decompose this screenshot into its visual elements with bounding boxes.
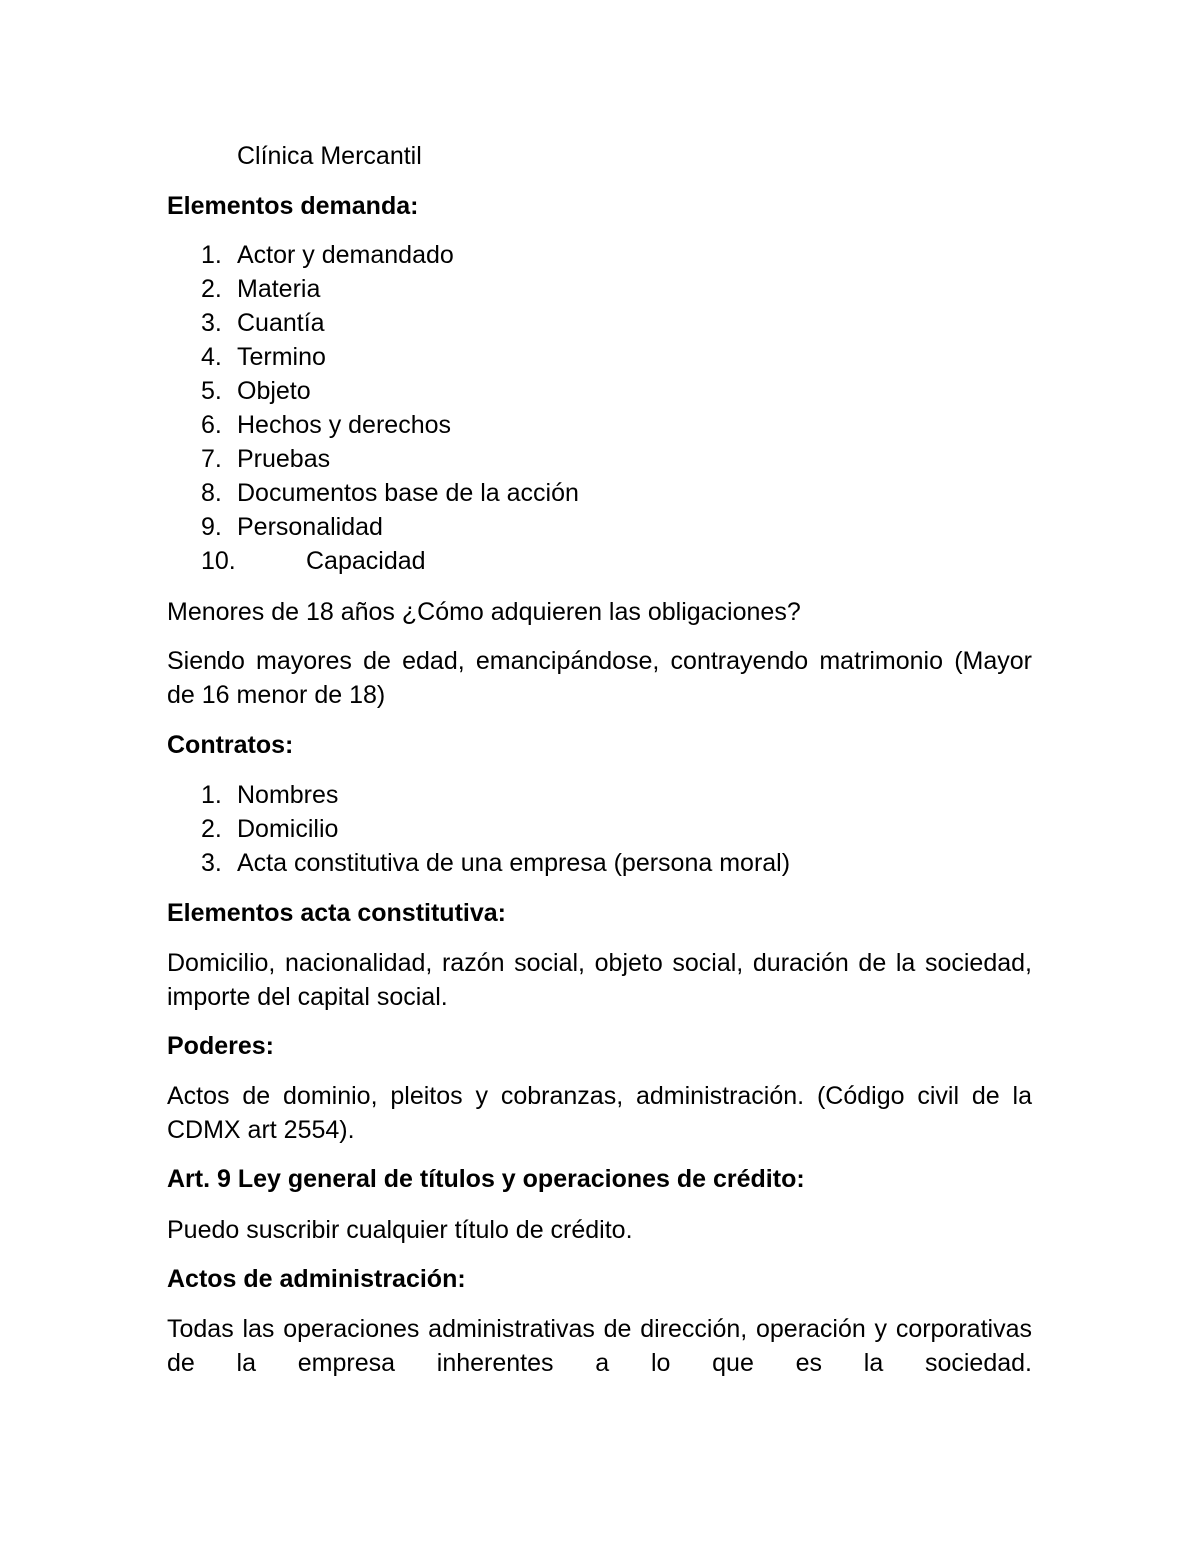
menores-answer: Siendo mayores de edad, emancipándose, contrayendo matrimonio (Mayor de 16 menor de 18): [167, 647, 1032, 709]
heading-art9: Art. 9 Ley general de títulos y operaciones de crédito:: [167, 1165, 805, 1193]
list-item: 7. Pruebas: [201, 445, 331, 473]
heading-contratos: Contratos:: [167, 731, 294, 759]
document-title: Clínica Mercantil: [237, 142, 422, 170]
heading-elementos-acta: Elementos acta constitutiva:: [167, 899, 506, 927]
list-item: 3. Cuantía: [201, 309, 325, 337]
list-item: 5. Objeto: [201, 377, 311, 405]
list-item: 10. Capacidad: [201, 547, 426, 575]
list-item: 1. Actor y demandado: [201, 241, 454, 269]
list-item: 6. Hechos y derechos: [201, 411, 452, 439]
acta-body: Domicilio, nacionalidad, razón social, objeto social, duración de la sociedad, importe del capital social.: [167, 949, 1032, 1011]
actos-body: Todas las operaciones administrativas de dirección, operación y corporativas de la empresa inherentes a lo que es la sociedad.: [167, 1315, 1032, 1377]
menores-question: Menores de 18 años ¿Cómo adquieren las obligaciones?: [167, 598, 801, 626]
poderes-body: Actos de dominio, pleitos y cobranzas, administración. (Código civil de la CDMX art 2554).: [167, 1082, 1032, 1144]
list-item: 2. Materia: [201, 275, 321, 303]
heading-elementos-demanda: Elementos demanda:: [167, 192, 419, 220]
heading-actos-administracion: Actos de administración:: [167, 1265, 466, 1293]
list-item: 8. Documentos base de la acción: [201, 479, 579, 507]
list-item: 2. Domicilio: [201, 815, 339, 843]
list-item: 9. Personalidad: [201, 513, 383, 541]
list-contratos: [167, 778, 1032, 880]
heading-poderes: Poderes:: [167, 1032, 274, 1060]
list-elementos-demanda: [167, 238, 1032, 578]
list-item: 4. Termino: [201, 343, 326, 371]
list-item: 1. Nombres: [201, 781, 339, 809]
list-item: 3. Acta constitutiva de una empresa (persona moral): [201, 849, 791, 877]
art9-body: Puedo suscribir cualquier título de crédito.: [167, 1216, 633, 1244]
